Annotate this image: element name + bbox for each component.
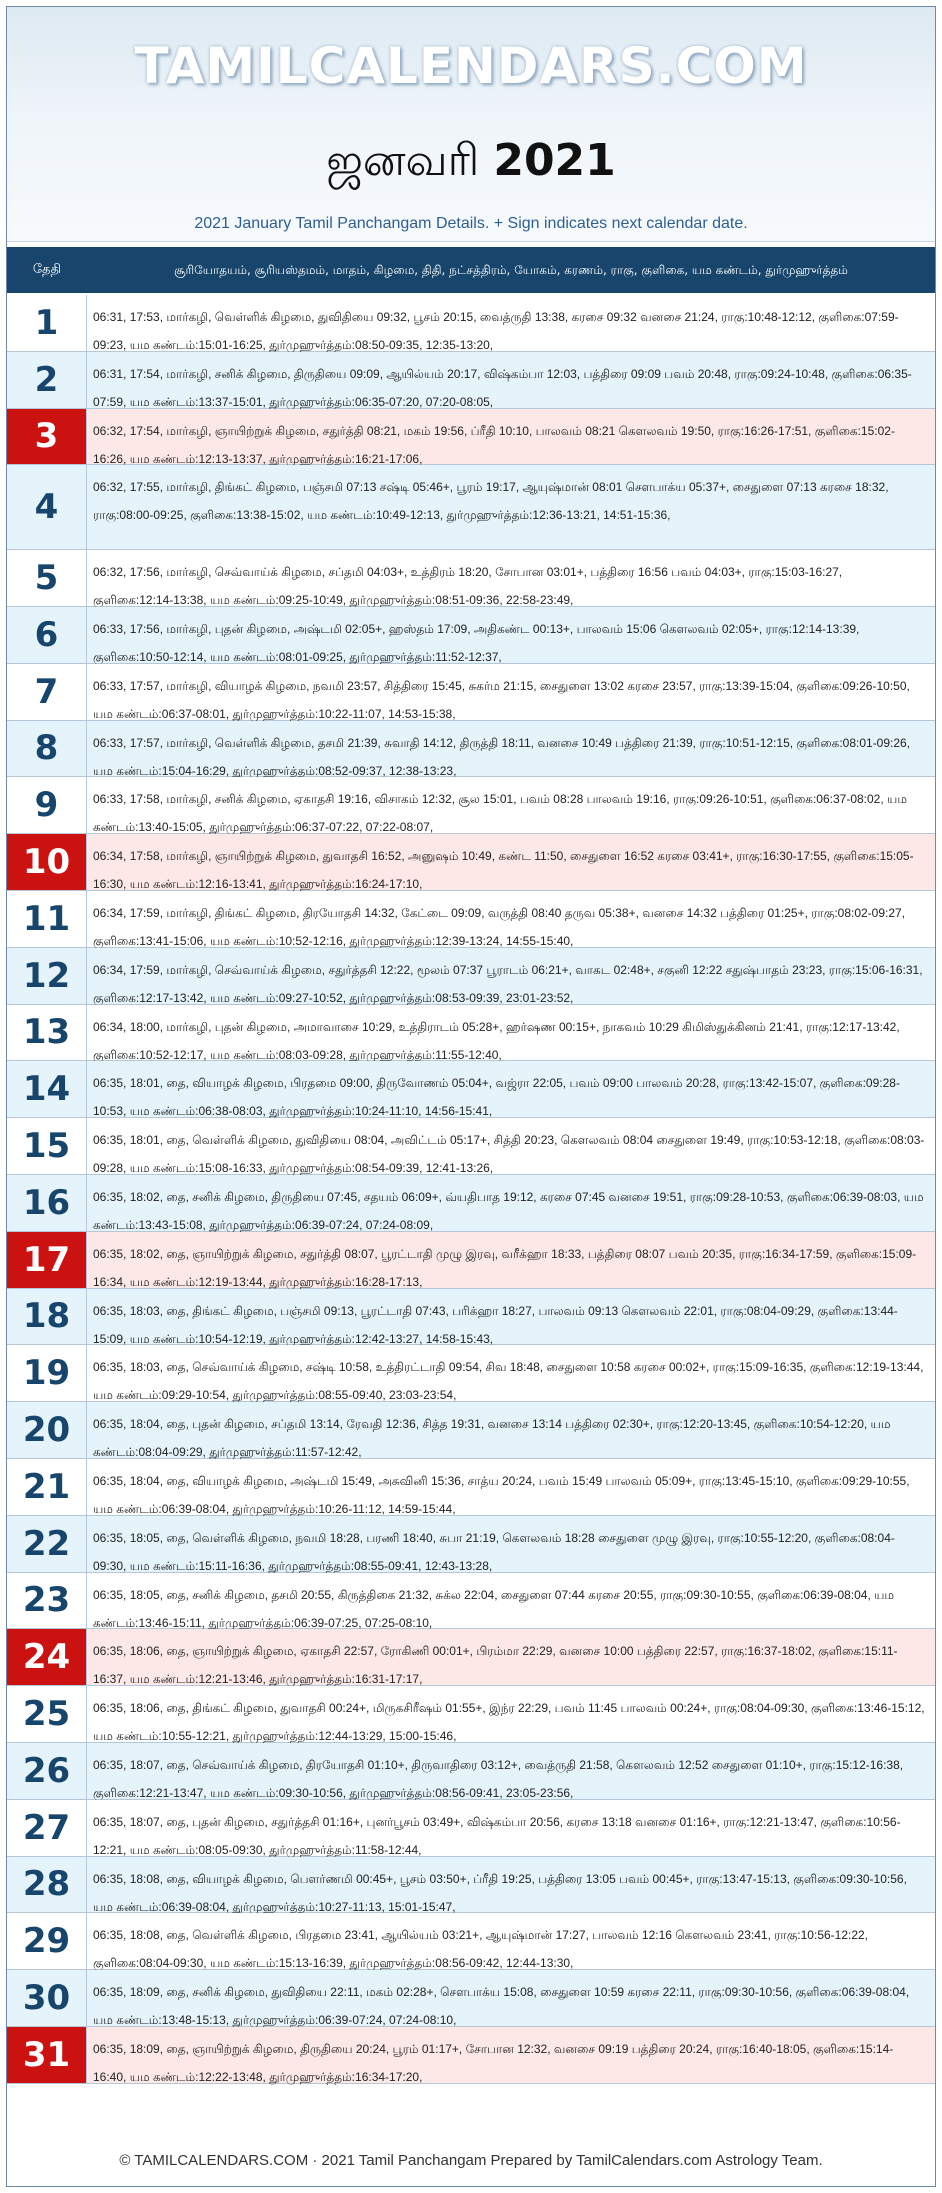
details-cell: 06:34, 17:58, மார்கழி, ஞாயிற்றுக் கிழமை, துவாதசி 16:52, அனுஷம் 10:49, கண்ட 11:50, சைதுளை 16:52 கரசை 03:41+, ராகு:16:30-17:55, குளிகை:15:05-16:30, யம கண்டம்:12:16-13:41, துர்முஹுர்த்தம்:16:24-17:10, xyxy=(93,849,914,892)
date-cell: 26 xyxy=(7,1743,87,1799)
date-cell: 11 xyxy=(7,891,87,947)
details-cell: 06:35, 18:09, தை, சனிக் கிழமை, துவிதியை 22:11, மகம் 02:28+, சௌபாக்ய 15:08, சைதுளை 10:59 கரசை 22:11, ராகு:09:30-10:56, குளிகை:06:39-08:04, யம கண்டம்:13:48-15:13, துர்முஹுர்த்தம்:06:39-07:24, 07:24-08:10, xyxy=(93,1985,910,2028)
month-title xyxy=(7,135,935,192)
table-row xyxy=(7,1857,935,1914)
details-cell: 06:35, 18:08, தை, வியாழக் கிழமை, பௌர்ணமி 00:45+, பூசம் 03:50+, ப்ரீதி 19:25, பத்திரை 13:05 பவம் 00:45+, ராகு:13:47-15:13, குளிகை:09:30-10:56, யம கண்டம்:06:39-08:04, துர்முஹுர்த்தம்:10:27-11:13, 15:01-15:47, xyxy=(93,1871,907,1914)
details-cell: 06:34, 17:59, மார்கழி, திங்கட் கிழமை, திரயோதசி 14:32, கேட்டை 09:09, வருத்தி 08:40 தருவ 05:38+, வனசை 14:32 பத்திரை 01:25+, ராகு:08:02-09:27, குளிகை:13:41-15:06, யம கண்டம்:10:52-12:16, துர்முஹுர்த்தம்:12:39-13:24, 14:55-15:40, xyxy=(93,905,906,948)
date-cell: 4 xyxy=(7,465,87,549)
date-cell: 12 xyxy=(7,948,87,1004)
details-cell: 06:35, 18:07, தை, புதன் கிழமை, சதுர்த்தசி 01:16+, புனர்பூசம் 03:49+, விஷ்கம்பா 20:56, கரசை 13:18 வனசை 01:16+, ராகு:12:21-13:47, குளிகை:10:56-12:21, யம கண்டம்:08:05-09:30, துர்முஹுர்த்தம்:11:58-12:44, xyxy=(93,1814,901,1857)
table-row xyxy=(7,1402,935,1459)
details-cell: 06:35, 18:07, தை, செவ்வாய்க் கிழமை, திரயோதசி 01:10+, திருவாதிரை 03:12+, வைத்ருதி 21:58, கௌலவம் 12:52 சைதுளை 01:10+, ராகு:15:12-16:38, குளிகை:12:21-13:47, யம கண்டம்:09:30-10:56, துர்முஹுர்த்தம்:08:56-09:41, 23:05-23:56, xyxy=(93,1757,904,1800)
page-header xyxy=(7,7,935,242)
date-cell: 3 xyxy=(7,409,87,465)
year: 2021 xyxy=(493,135,616,186)
date-cell: 29 xyxy=(7,1913,87,1969)
date-cell: 14 xyxy=(7,1061,87,1117)
details-cell: 06:32, 17:55, மார்கழி, திங்கட் கிழமை, பஞ்சமி 07:13 சஷ்டி 05:46+, பூரம் 19:17, ஆயுஷ்மான் 08:01 சௌபாக்ய 05:37+, சைதுளை 07:13 கரசை 18:32, ராகு:08:00-09:25, குளிகை:13:38-15:02, யம கண்டம்:10:49-12:13, துர்முஹுர்த்தம்:12:36-13:21, 14:51-15:36, xyxy=(93,480,889,523)
details-cell: 06:35, 18:08, தை, வெள்ளிக் கிழமை, பிரதமை 23:41, ஆயில்யம் 03:21+, ஆயுஷ்மான் 17:27, பாலவம் 12:16 கௌலவம் 23:41, ராகு:10:56-12:22, குளிகை:08:04-09:30, யம கண்டம்:15:13-16:39, துர்முஹுர்த்தம்:08:56-09:42, 12:44-13:30, xyxy=(93,1928,869,1971)
details-cell: 06:35, 18:06, தை, ஞாயிற்றுக் கிழமை, ஏகாதசி 22:57, ரோகிணி 00:01+, பிரம்மா 22:29, வனசை 10:00 பத்திரை 22:57, ராகு:16:37-18:02, குளிகை:15:11-16:37, யம கண்டம்:12:21-13:46, துர்முஹுர்த்தம்:16:31-17:17, xyxy=(93,1644,898,1687)
details-cell: 06:34, 18:00, மார்கழி, புதன் கிழமை, அமாவாசை 10:29, உத்திராடம் 05:28+, ஹர்ஷண 00:15+, நாகவம் 10:29 கிமிஸ்துக்கினம் 21:41, ராகு:12:17-13:42, குளிகை:10:52-12:17, யம கண்டம்:08:03-09:28, துர்முஹுர்த்தம்:11:55-12:40, xyxy=(93,1019,900,1062)
date-cell: 21 xyxy=(7,1459,87,1515)
table-row xyxy=(7,1459,935,1516)
details-cell: 06:33, 17:58, மார்கழி, சனிக் கிழமை, ஏகாதசி 19:16, விசாகம் 12:32, சூல 15:01, பவம் 08:28 பாலவம் 19:16, ராகு:09:26-10:51, குளிகை:06:37-08:02, யம கண்டம்:13:40-15:05, துர்முஹுர்த்தம்:06:37-07:22, 07:22-08:07, xyxy=(93,792,907,835)
details-cell: 06:31, 17:54, மார்கழி, சனிக் கிழமை, திருதியை 09:09, ஆயில்யம் 20:17, விஷ்கம்பா 12:03, பத்திரை 09:09 பவம் 20:48, ராகு:09:24-10:48, குளிகை:06:35-07:59, யம கண்டம்:13:37-15:01, துர்முஹுர்த்தம்:06:35-07:20, 07:20-08:05, xyxy=(93,366,912,409)
table-row xyxy=(7,1118,935,1175)
date-cell: 31 xyxy=(7,2027,87,2083)
date-cell: 10 xyxy=(7,834,87,890)
footer: © TAMILCALENDARS.COM · 2021 Tamil Panchangam Prepared by TamilCalendars.com Astrology Team. xyxy=(119,2152,823,2169)
details-cell: 06:33, 17:57, மார்கழி, வெள்ளிக் கிழமை, தசமி 21:39, சுவாதி 14:12, திருத்தி 18:11, வனசை 10:49 பத்திரை 21:39, ராகு:10:51-12:15, குளிகை:08:01-09:26, யம கண்டம்:15:04-16:29, துர்முஹுர்த்தம்:08:52-09:37, 12:38-13:23, xyxy=(93,735,911,778)
table-header xyxy=(7,247,935,293)
subtitle: 2021 January Tamil Panchangam Details. + Sign indicates next calendar date. xyxy=(194,215,748,232)
details-cell: 06:32, 17:56, மார்கழி, செவ்வாய்க் கிழமை, சப்தமி 04:03+, உத்திரம் 18:20, சோபான 03:01+, பத்திரை 16:56 பவம் 04:03+, ராகு:15:03-16:27, குளிகை:12:14-13:38, யம கண்டம்:09:25-10:49, துர்முஹுர்த்தம்:08:51-09:36, 22:58-23:49, xyxy=(93,565,843,608)
table-row xyxy=(7,1686,935,1743)
panchangam-table xyxy=(7,295,935,2084)
details-cell: 06:31, 17:53, மார்கழி, வெள்ளிக் கிழமை, துவிதியை 09:32, பூசம் 20:15, வைத்ருதி 13:38, கரசை 09:32 வனசை 21:24, ராகு:10:48-12:12, குளிகை:07:59-09:23, யம கண்டம்:15:01-16:25, துர்முஹுர்த்தம்:08:50-09:35, 12:35-13:20, xyxy=(93,310,899,352)
table-row xyxy=(7,1913,935,1970)
table-row xyxy=(7,1573,935,1630)
table-row xyxy=(7,1061,935,1118)
details-cell: 06:32, 17:54, மார்கழி, ஞாயிற்றுக் கிழமை, சதுர்த்தி 08:21, மகம் 19:56, ப்ரீதி 10:10, பாலவம் 08:21 கௌலவம் 19:50, ராகு:16:26-17:51, குளிகை:15:02-16:26, யம கண்டம்:12:13-13:37, துர்முஹுர்த்தம்:16:21-17:06, xyxy=(93,423,895,466)
calendar-frame xyxy=(6,6,936,2187)
date-cell: 15 xyxy=(7,1118,87,1174)
table-row xyxy=(7,352,935,409)
details-cell: 06:34, 17:59, மார்கழி, செவ்வாய்க் கிழமை, சதுர்த்தசி 12:22, மூலம் 07:37 பூராடம் 06:21+, வாகட 02:48+, சகுனி 12:22 சதுஷ்பாதம் 23:23, ராகு:15:06-16:31, குளிகை:12:17-13:42, யம கண்டம்:09:27-10:52, துர்முஹுர்த்தம்:08:53-09:39, 23:01-23:52, xyxy=(93,962,923,1005)
details-cell: 06:33, 17:56, மார்கழி, புதன் கிழமை, அஷ்டமி 02:05+, ஹஸ்தம் 17:09, அதிகண்ட 00:13+, பாலவம் 15:06 கௌலவம் 02:05+, ராகு:12:14-13:39, குளிகை:10:50-12:14, யம கண்டம்:08:01-09:25, துர்முஹுர்த்தம்:11:52-12:37, xyxy=(93,621,860,664)
table-row xyxy=(7,1232,935,1289)
table-row xyxy=(7,2027,935,2084)
table-row xyxy=(7,607,935,664)
table-row xyxy=(7,295,935,352)
table-row xyxy=(7,1005,935,1062)
date-cell: 22 xyxy=(7,1516,87,1572)
details-cell: 06:35, 18:06, தை, திங்கட் கிழமை, துவாதசி 00:24+, மிருகசிரீஷம் 01:55+, இந்ர 22:29, பவம் 11:45 பாலவம் 00:24+, ராகு:08:04-09:30, குளிகை:13:46-15:12, யம கண்டம்:10:55-12:21, துர்முஹுர்த்தம்:12:44-13:29, 15:00-15:46, xyxy=(93,1701,925,1744)
date-cell: 19 xyxy=(7,1345,87,1401)
date-cell: 1 xyxy=(7,295,87,351)
date-cell: 2 xyxy=(7,352,87,408)
details-cell: 06:35, 18:03, தை, செவ்வாய்க் கிழமை, சஷ்டி 10:58, உத்திரட்டாதி 09:54, சிவ 18:48, சைதுளை 10:58 கரசை 00:02+, ராகு:15:09-16:35, குளிகை:12:19-13:44, யம கண்டம்:09:29-10:54, துர்முஹுர்த்தம்:08:55-09:40, 23:03-23:54, xyxy=(93,1360,924,1403)
date-cell: 27 xyxy=(7,1800,87,1856)
date-cell: 24 xyxy=(7,1629,87,1685)
table-row xyxy=(7,409,935,466)
table-row xyxy=(7,1289,935,1346)
details-cell: 06:35, 18:02, தை, சனிக் கிழமை, திருதியை 07:45, சதயம் 06:09+, வ்யதிபாத 19:12, கரசை 07:45 வனசை 19:51, ராகு:09:28-10:53, குளிகை:06:39-08:03, யம கண்டம்:13:43-15:08, துர்முஹுர்த்தம்:06:39-07:24, 07:24-08:09, xyxy=(93,1189,924,1232)
table-row xyxy=(7,834,935,891)
details-cell: 06:35, 18:03, தை, திங்கட் கிழமை, பஞ்சமி 09:13, பூரட்டாதி 07:43, பரிக்ஹா 18:27, பாலவம் 09:13 கௌலவம் 22:01, ராகு:08:04-09:29, குளிகை:13:44-15:09, யம கண்டம்:10:54-12:19, துர்முஹுர்த்தம்:12:42-13:27, 14:58-15:43, xyxy=(93,1303,898,1346)
date-cell: 17 xyxy=(7,1232,87,1288)
details-cell: 06:35, 18:05, தை, வெள்ளிக் கிழமை, நவமி 18:28, பரணி 18:40, சுபா 21:19, கௌலவம் 18:28 சைதுளை முழு இரவு, ராகு:10:55-12:20, குளிகை:08:04-09:30, யம கண்டம்:15:11-16:36, துர்முஹுர்த்தம்:08:55-09:41, 12:43-13:28, xyxy=(93,1530,895,1573)
date-cell: 20 xyxy=(7,1402,87,1458)
date-cell: 5 xyxy=(7,550,87,606)
date-column-header: தேதி xyxy=(32,262,62,277)
table-row xyxy=(7,550,935,607)
table-row xyxy=(7,465,935,550)
details-cell: 06:35, 18:01, தை, வியாழக் கிழமை, பிரதமை 09:00, திருவோணம் 05:04+, வஜ்ரா 22:05, பவம் 09:00 பாலவம் 20:28, ராகு:13:42-15:07, குளிகை:09:28-10:53, யம கண்டம்:06:38-08:03, துர்முஹுர்த்தம்:10:24-11:10, 14:56-15:41, xyxy=(93,1076,900,1119)
details-cell: 06:33, 17:57, மார்கழி, வியாழக் கிழமை, நவமி 23:57, சித்திரை 15:45, சுகர்ம 21:15, சைதுளை 13:02 கரசை 23:57, ராகு:13:39-15:04, குளிகை:09:26-10:50, யம கண்டம்:06:37-08:01, துர்முஹுர்த்தம்:10:22-11:07, 14:53-15:38, xyxy=(93,678,910,721)
date-cell: 30 xyxy=(7,1970,87,2026)
date-cell: 25 xyxy=(7,1686,87,1742)
details-cell: 06:35, 18:04, தை, புதன் கிழமை, சப்தமி 13:14, ரேவதி 12:36, சித்த 19:31, வனசை 13:14 பத்திரை 02:30+, ராகு:12:20-13:45, குளிகை:10:54-12:20, யம கண்டம்:08:04-09:29, துர்முஹுர்த்தம்:11:57-12:42, xyxy=(93,1417,891,1460)
table-row xyxy=(7,664,935,721)
site-title: TAMILCALENDARS.COM xyxy=(134,37,808,95)
table-row xyxy=(7,1175,935,1232)
details-cell: 06:35, 18:05, தை, சனிக் கிழமை, தசமி 20:55, கிருத்திகை 21:32, சுக்ல 22:04, சைதுளை 07:44 கரசை 20:55, ராகு:09:30-10:55, குளிகை:06:39-08:04, யம கண்டம்:13:46-15:11, துர்முஹுர்த்தம்:06:39-07:25, 07:25-08:10, xyxy=(93,1587,895,1630)
table-row xyxy=(7,891,935,948)
table-row xyxy=(7,948,935,1005)
table-row xyxy=(7,1345,935,1402)
date-cell: 9 xyxy=(7,777,87,833)
date-cell: 28 xyxy=(7,1857,87,1913)
table-row xyxy=(7,777,935,834)
date-cell: 23 xyxy=(7,1573,87,1629)
details-cell: 06:35, 18:09, தை, ஞாயிற்றுக் கிழமை, திருதியை 20:24, பூரம் 01:17+, சோபான 12:32, வனசை 09:19 பத்திரை 20:24, ராகு:16:40-18:05, குளிகை:15:14-16:40, யம கண்டம்:12:22-13:48, துர்முஹுர்த்தம்:16:34-17:20, xyxy=(93,2041,894,2084)
date-cell: 18 xyxy=(7,1289,87,1345)
details-cell: 06:35, 18:04, தை, வியாழக் கிழமை, அஷ்டமி 15:49, அசுவினி 15:36, சாத்ய 20:24, பவம் 15:49 பாலவம் 05:09+, ராகு:13:45-15:10, குளிகை:09:29-10:55, யம கண்டம்:06:39-08:04, துர்முஹுர்த்தம்:10:26-11:12, 14:59-15:44, xyxy=(93,1473,910,1516)
month-name: ஜனவரி xyxy=(326,135,480,186)
date-cell: 8 xyxy=(7,721,87,777)
details-cell: 06:35, 18:02, தை, ஞாயிற்றுக் கிழமை, சதுர்த்தி 08:07, பூரட்டாதி முழு இரவு, வரீக்ஹா 18:33, பத்திரை 08:07 பவம் 20:35, ராகு:16:34-17:59, குளிகை:15:09-16:34, யம கண்டம்:12:19-13:44, துர்முஹுர்த்தம்:16:28-17:13, xyxy=(93,1246,917,1289)
table-row xyxy=(7,1516,935,1573)
table-row xyxy=(7,1629,935,1686)
date-cell: 13 xyxy=(7,1005,87,1061)
details-column-header: சூரியோதயம், சூரியஸ்தமம், மாதம், கிழமை, திதி, நட்சத்திரம், யோகம், கரணம், ராகு, குளிகை, யம கண்டம், துர்முஹுர்த்தம் xyxy=(174,263,848,277)
date-cell: 7 xyxy=(7,664,87,720)
date-cell: 6 xyxy=(7,607,87,663)
details-cell: 06:35, 18:01, தை, வெள்ளிக் கிழமை, துவிதியை 08:04, அவிட்டம் 05:17+, சித்தி 20:23, கௌலவம் 08:04 சைதுளை 19:49, ராகு:10:53-12:18, குளிகை:08:03-09:28, யம கண்டம்:15:08-16:33, துர்முஹுர்த்தம்:08:54-09:39, 12:41-13:26, xyxy=(93,1133,925,1176)
table-row xyxy=(7,1970,935,2027)
date-cell: 16 xyxy=(7,1175,87,1231)
table-row xyxy=(7,1743,935,1800)
table-row xyxy=(7,721,935,778)
table-row xyxy=(7,1800,935,1857)
